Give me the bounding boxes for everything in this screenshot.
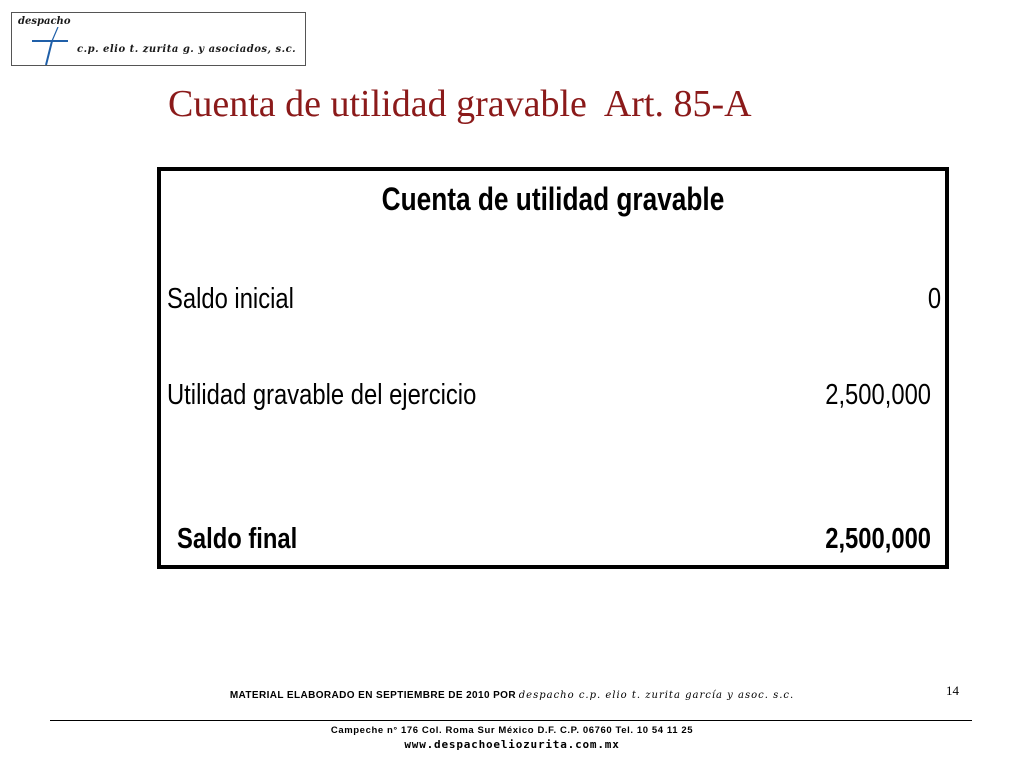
footer-address: Campeche n° 176 Col. Roma Sur México D.F. C.P. 06760 Tel. 10 54 11 25 <box>330 725 694 736</box>
footer-credit <box>0 690 1024 701</box>
page-title: Cuenta de utilidad gravable Art. 85-A <box>168 83 752 125</box>
table-title: Cuenta de utilidad gravable <box>381 181 725 217</box>
account-table <box>157 167 949 569</box>
row-label-saldo-final: Saldo final <box>177 523 298 555</box>
logo-mark-icon <box>32 27 72 65</box>
footer-firm-name: despacho c.p. elio t. zurita garcía y asoc. s.c. <box>518 690 795 701</box>
row-value-saldo-final: 2,500,000 <box>825 523 931 555</box>
logo-tagline: c.p. elio t. zurita g. y asociados, s.c. <box>77 44 297 55</box>
footer-website: www.despachoeliozurita.com.mx <box>404 738 620 751</box>
row-label-saldo-inicial: Saldo inicial <box>167 283 294 315</box>
page-number: 14 <box>946 683 959 698</box>
footer-material-label: MATERIAL ELABORADO EN SEPTIEMBRE DE 2010 POR <box>229 690 516 701</box>
row-label-utilidad-gravable: Utilidad gravable del ejercicio <box>167 379 477 411</box>
footer-divider <box>50 720 972 721</box>
logo-brand: despacho <box>18 16 71 27</box>
row-value-utilidad-gravable: 2,500,000 <box>825 379 931 411</box>
company-logo <box>11 12 306 66</box>
row-value-saldo-inicial: 0 <box>927 283 941 315</box>
